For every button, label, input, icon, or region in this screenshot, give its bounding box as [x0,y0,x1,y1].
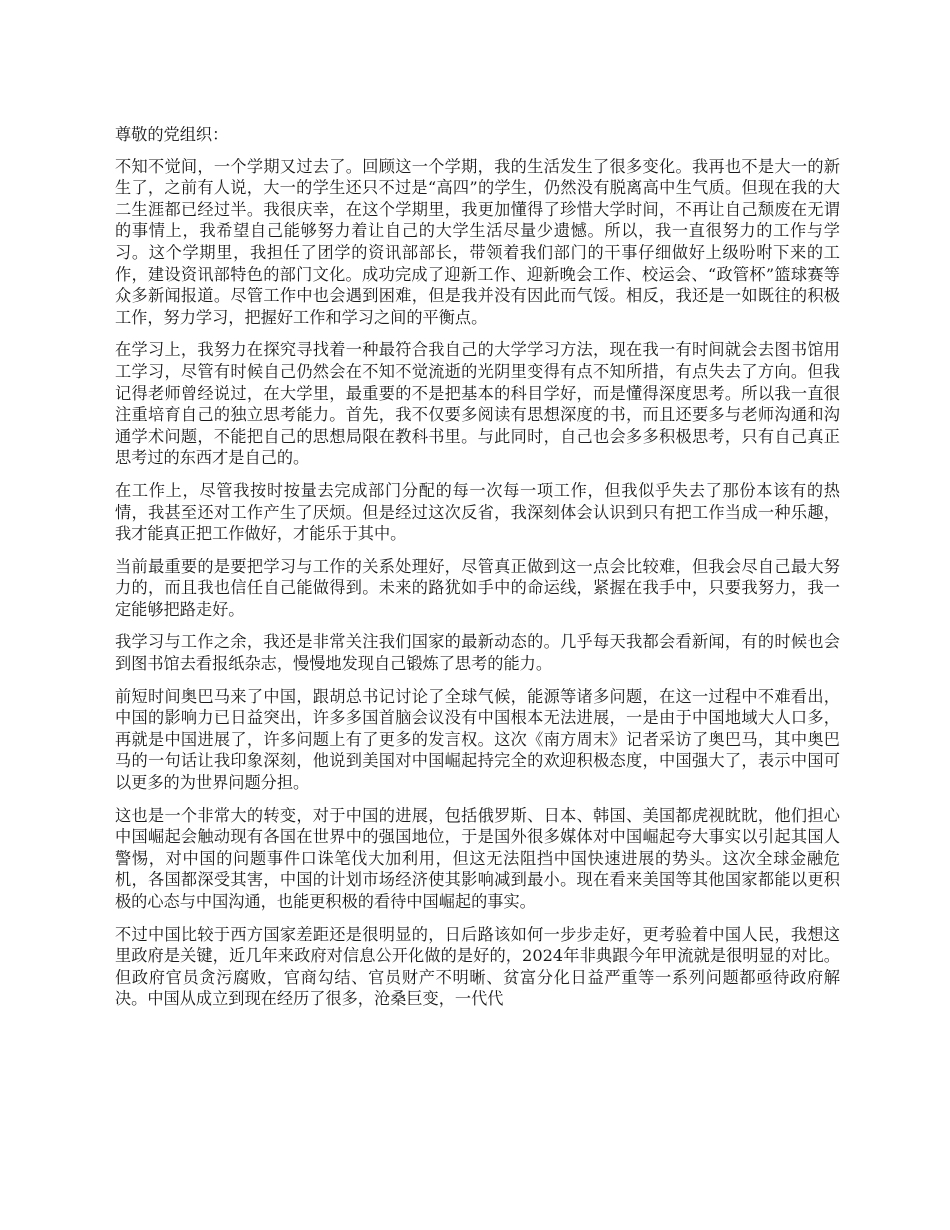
salutation: 尊敬的党组织： [115,125,229,144]
paragraph-2: 在学习上，我努力在探究寻找着一种最符合我自己的大学学习方法，现在我一有时间就会去图书馆用工学习，尽管有时候自己仍然会在不知不觉流逝的光阴里变得有点不知所措，有点失去了方向。但我记得老师曾经说过，在大学里，最重要的不是把基本的科目学好，而是懂得深度思考。所以我一直很注重培育自己的独立思考能力。首先，我不仅要多阅读有思想深度的书，而且还要多与老师沟通和沟通学术问题，不能把自己的思想局限在教科书里。与此同时，自己也会多多积极思考，只有自己真正思考过的东西才是自己的。 [115,340,840,468]
paragraph-8: 不过中国比较于西方国家差距还是很明显的，日后路该如何一步步走好，更考验着中国人民，我想这里政府是关键，近几年来政府对信息公开化做的是好的，2024年非典跟今年甲流就是很明显的对比。但政府官员贪污腐败，官商勾结、官员财产不明晰、贫富分化日益严重等一系列问题都亟待政府解决。中国从成立到现在经历了很多，沧桑巨变，一代代 [115,924,840,1009]
paragraph-1: 不知不觉间，一个学期又过去了。回顾这一个学期，我的生活发生了很多变化。我再也不是大一的新生了，之前有人说，大一的学生还只不过是“高四”的学生，仍然没有脱离高中生气质。但现在我的大二生涯都已经过半。我很庆幸，在这个学期里，我更加懂得了珍惜大学时间，不再让自己颓废在无谓的事情上，我希望自己能够努力着让自己的大学生活尽量少遗憾。所以，我一直很努力的工作与学习。这个学期里，我担任了团学的资讯部部长，带领着我们部门的干事仔细做好上级吩咐下来的工作，建设资讯部特色的部门文化。成功完成了迎新工作、迎新晚会工作、校运会、“政管杯”篮球赛等众多新闻报道。尽管工作中也会遇到困难，但是我并没有因此而气馁。相反，我还是一如既往的积极工作，努力学习，把握好工作和学习之间的平衡点。 [115,156,840,327]
letter-body [115,124,840,1021]
paragraph-3: 在工作上，尽管我按时按量去完成部门分配的每一次每一项工作，但我似乎失去了那份本该有的热情，我甚至还对工作产生了厌烦。但是经过这次反省，我深刻体会认识到只有把工作当成一种乐趣，我才能真正把工作做好，才能乐于其中。 [115,480,840,544]
paragraph-7: 这也是一个非常大的转变，对于中国的进展，包括俄罗斯、日本、韩国、美国都虎视眈眈，他们担心中国崛起会触动现有各国在世界中的强国地位，于是国外很多媒体对中国崛起夸大事实以引起其国人警惕，对中国的问题事件口诛笔伐大加利用，但这无法阻挡中国快速进展的势头。这次全球金融危机，各国都深受其害，中国的计划市场经济使其影响减到最小。现在看来美国等其他国家都能以更积极的心态与中国沟通，也能更积极的看待中国崛起的事实。 [115,805,840,911]
paragraph-6: 前短时间奥巴马来了中国，跟胡总书记讨论了全球气候，能源等诸多问题，在这一过程中不难看出，中国的影响力已日益突出，许多多国首脑会议没有中国根本无法进展，一是由于中国地域大人口多，再就是中国进展了，许多问题上有了更多的发言权。这次《南方周末》记者采访了奥巴马，其中奥巴马的一句话让我印象深刻，他说到美国对中国崛起持完全的欢迎积极态度，中国强大了，表示中国可以更多的为世界问题分担。 [115,686,840,793]
paragraph-5: 我学习与工作之余，我还是非常关注我们国家的最新动态的。几乎每天我都会看新闻，有的时候也会到图书馆去看报纸杂志，慢慢地发现自己锻炼了思考的能力。 [115,632,840,674]
paragraph-4: 当前最重要的是要把学习与工作的关系处理好，尽管真正做到这一点会比较难，但我会尽自己最大努力的，而且我也信任自己能做得到。未来的路犹如手中的命运线，紧握在我手中，只要我努力，我一定能够把路走好。 [115,556,840,619]
